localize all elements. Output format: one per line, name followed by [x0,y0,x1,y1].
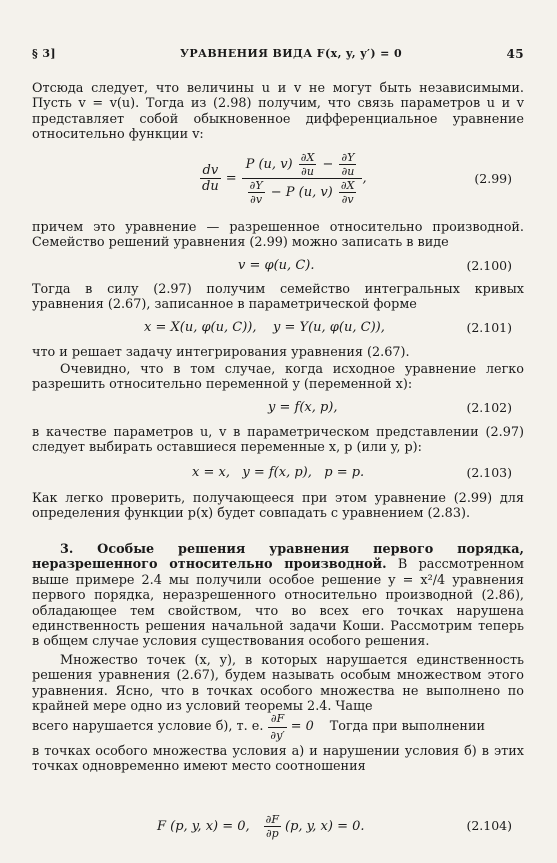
equation-number: (2.103) [466,465,512,480]
main-fraction: P (u, v) $\frac{\partial X}{\partial u}$ − $\frac{\partial Y}{\partial u}$ $\frac{\partial Y}{\partial v}$ − P (u, v) $\frac{\partial X}{\partial v}$ [242,151,363,206]
equation-number: (2.99) [474,171,512,186]
paragraph-11: в точках особого множества условия а) и нарушении условия б) в этих точках одновременно имеют место соотношения [32,744,524,775]
header-title: УРАВНЕНИЯ ВИДА F(x, y, y′) = 0 [180,47,403,60]
page-number: 45 [506,47,524,61]
paragraph-1: Отсюда следует, что величины u и v не могут быть независимыми. Пусть v = v(u). Тогда из (2.98) получим, что связь параметров u и v представляет собой обыкновенное дифференциальное уравнение относительно функции v: [32,81,524,143]
equation-number: (2.101) [466,320,512,335]
equation-2-101: x = X(u, φ(u, C)), y = Y(u, φ(u, C)), (2.101) [144,320,512,335]
df-dp-fraction: $\frac{\partial F}{\partial p}$ [265,812,279,840]
paragraph-7: Как легко проверить, получающееся при этом уравнение (2.99) для определения функции p(x) будет совпадать с уравнением (2.83). [32,491,524,522]
equation-2-104: F (p, y, x) = 0, $\frac{\partial F}{\partial p}$ (p, y, x) = 0. (2.104) [157,812,512,840]
book-page [32,0,524,863]
paragraph-10: всего нарушается условие б), т. е. $\frac{\partial F}{\partial y'}$ = 0 Тогда при выполнении [32,712,486,742]
paragraph-9: Множество точек (x, y), в которых нарушается единственность решения уравнения (2.67), будем называть особым множеством этого уравнения. Ясно, что в точках особого множества не выполнено по крайней мере одно из условий теоремы 2.4. Чаще [32,653,524,715]
df-dy-prime-fraction: $\frac{\partial F}{\partial y'}$ [270,712,285,742]
section-marker: § 3] [32,47,57,60]
paragraph-5: Очевидно, что в том случае, когда исходное уравнение легко разрешить относительно переменной y (переменной x): [32,362,524,393]
paragraph-2: причем это уравнение — разрешенное относительно производной. Семейство решений уравнения (2.99) можно записать в виде [32,220,524,251]
equation-number: (2.100) [466,258,512,273]
paragraph-3: Тогда в силу (2.97) получим семейство интегральных кривых уравнения (2.67), записанное в параметрической форме [32,282,524,313]
paragraph-4: что и решает задачу интегрирования уравнения (2.67). [32,345,410,360]
equation-2-99: $\frac{dv}{du}$ = P (u, v) $\frac{\partial X}{\partial u}$ − $\frac{\partial Y}{\partial u}$ $\frac{\partial Y}{\partial v}$ − P (u, v) $\frac{\partial X}{\partial v}$ , (2.99) [202,150,512,206]
equation-2-103: x = x, y = f(x, p), p = p. (2.103) [192,465,512,480]
paragraph-8: 3. Особые решения уравнения первого порядка, неразрешенного относительно производной. В рассмотренном выше примере 2.4 мы получили особое решение y = x²/4 уравнения первого порядка, неразрешенного относительно производной (2.86), обладающее тем свойством, что во всех его точках нарушена единственность решения начальной задачи Коши. Рассмотрим теперь в общем случае условия существования особого решения. [32,542,524,650]
equation-number: (2.102) [466,400,512,415]
running-header [32,47,524,65]
equation-2-102: y = f(x, p), (2.102) [268,400,512,415]
subsection-heading: 3. Особые решения уравнения первого порядка, неразрешенного относительно производной. [32,542,524,573]
equation-number: (2.104) [466,818,512,833]
equation-2-100: v = φ(u, C). (2.100) [238,258,512,273]
dv-du-fraction: $\frac{dv}{du}$ [202,162,219,194]
paragraph-6: в качестве параметров u, v в параметрическом представлении (2.97) следует выбирать оставшиеся переменные x, p (или y, p): [32,425,524,456]
